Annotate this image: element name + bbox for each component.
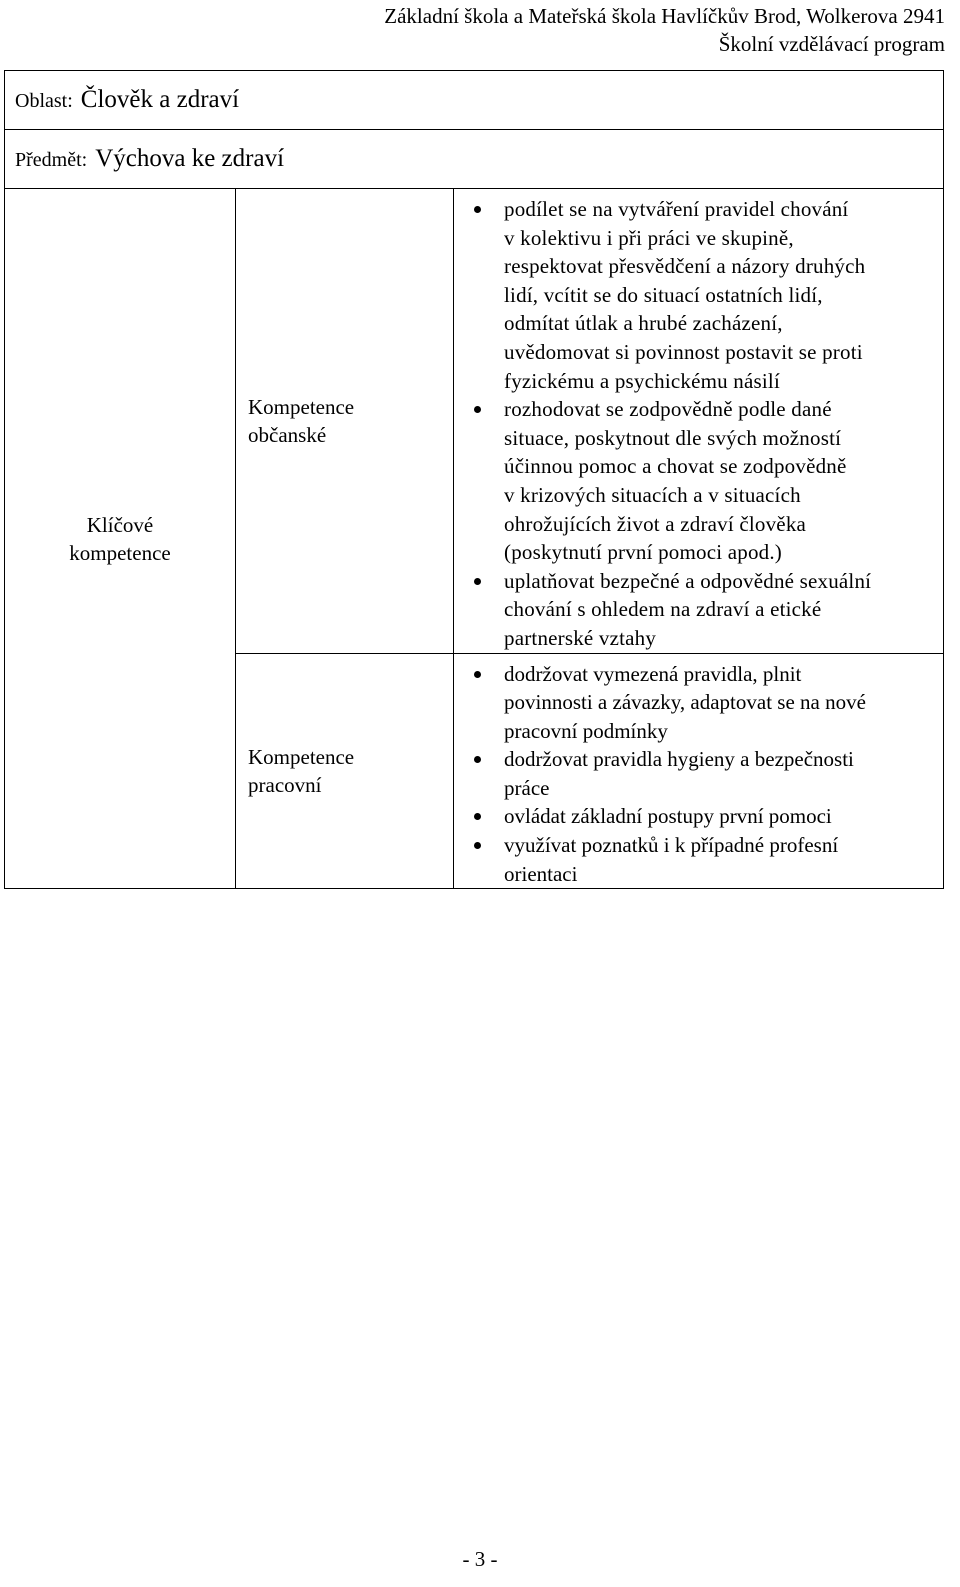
competence-items-civic — [454, 189, 944, 654]
list-item — [460, 660, 937, 746]
work-items-list — [460, 660, 937, 889]
item-line: v kolektivu i při práci ve skupině, — [504, 225, 794, 250]
competence-name-line2: pracovní — [248, 772, 322, 797]
item-line: uvědomovat si povinnost postavit se proti — [504, 339, 863, 364]
item-line: (poskytnutí první pomoci apod.) — [504, 540, 783, 565]
list-item — [460, 195, 937, 395]
klicove-line1: Klíčové — [86, 512, 154, 537]
predmet-row — [5, 130, 944, 189]
oblast-label: Oblast: — [15, 90, 73, 112]
predmet-cell — [5, 130, 944, 189]
competence-row-civic — [5, 189, 944, 654]
competence-items-work — [454, 653, 944, 889]
item-line: v krizových situacích a v situacích — [504, 482, 801, 507]
item-line: účinnou pomoc a chovat se zodpovědně — [504, 454, 847, 479]
item-line: partnerské vztahy — [504, 625, 657, 650]
item-line: uplatňovat bezpečné a odpovědné sexuální — [504, 568, 872, 593]
item-line: chování s ohledem na zdraví a etické — [504, 597, 822, 622]
item-line: respektovat přesvědčení a názory druhých — [504, 254, 866, 279]
competence-name-line1: Kompetence — [248, 744, 355, 769]
document-header — [0, 2, 953, 58]
program-name: Školní vzdělávací program — [718, 32, 945, 56]
item-line: práce — [504, 775, 550, 800]
list-item — [460, 745, 937, 802]
competence-name-line2: občanské — [248, 422, 327, 447]
list-item — [460, 395, 937, 567]
school-name: Základní škola a Mateřská škola Havlíčkův Brod, Wolkerova 2941 — [384, 4, 945, 28]
item-line: využívat poznatků i k případné profesní — [504, 833, 839, 858]
competence-name-civic — [236, 189, 454, 654]
competence-name-work — [236, 653, 454, 889]
item-line: odmítat útlak a hrubé zacházení, — [504, 311, 783, 336]
item-line: podílet se na vytváření pravidel chování — [504, 197, 849, 221]
oblast-row — [5, 71, 944, 130]
curriculum-table — [4, 70, 944, 889]
item-line: povinnosti a závazky, adaptovat se na nové — [504, 690, 866, 715]
predmet-label: Předmět: — [15, 149, 88, 171]
klicove-kompetence-cell — [5, 189, 236, 889]
item-line: ohrožujících život a zdraví člověka — [504, 511, 807, 536]
oblast-cell — [5, 71, 944, 130]
item-line: fyzickému a psychickému násilí — [504, 368, 780, 393]
item-line: situace, poskytnout dle svých možností — [504, 425, 842, 450]
item-line: lidí, vcítit se do situací ostatních lidí, — [504, 282, 823, 307]
item-line: ovládat základní postupy první pomoci — [504, 804, 832, 829]
item-line: pracovní podmínky — [504, 718, 668, 743]
item-line: dodržovat vymezená pravidla, plnit — [504, 661, 802, 686]
item-line: orientaci — [504, 861, 578, 886]
oblast-value: Člověk a zdraví — [80, 86, 240, 113]
item-line: rozhodovat se zodpovědně podle dané — [504, 397, 832, 422]
klicove-line2: kompetence — [69, 540, 171, 565]
page-number: - 3 - — [462, 1547, 498, 1571]
list-item — [460, 802, 937, 831]
predmet-value: Výchova ke zdraví — [95, 145, 285, 172]
list-item — [460, 567, 937, 653]
list-item — [460, 831, 937, 888]
competence-name-line1: Kompetence — [248, 394, 355, 419]
civic-items-list — [460, 195, 937, 653]
item-line: dodržovat pravidla hygieny a bezpečnosti — [504, 747, 854, 772]
